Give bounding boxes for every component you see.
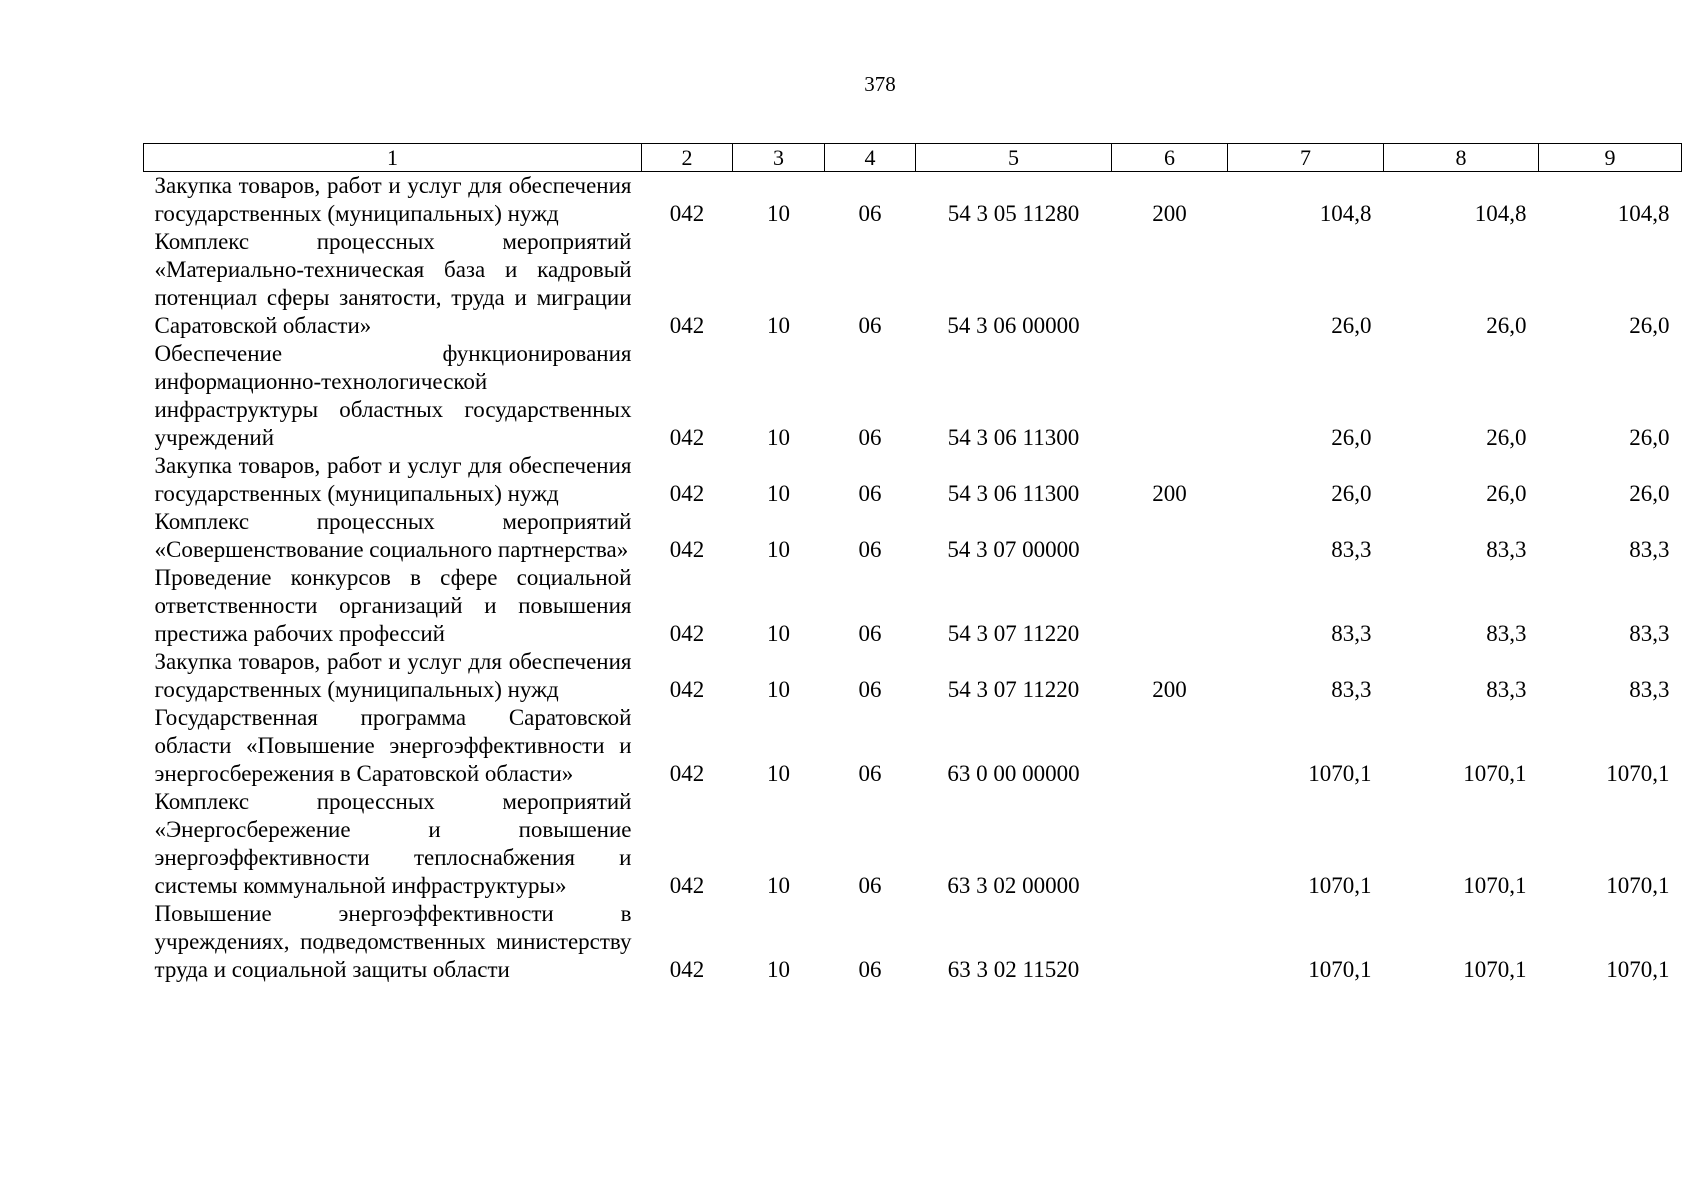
cell-ministry-code: 042 xyxy=(669,677,705,702)
column-header: 7 xyxy=(1228,144,1384,172)
column-header: 8 xyxy=(1384,144,1539,172)
cell-target-article: 63 3 02 00000 xyxy=(947,873,1080,898)
cell-subsection: 06 xyxy=(858,873,882,898)
table-header-row xyxy=(144,144,1682,172)
cell-amount-col9: 26,0 xyxy=(1629,481,1670,506)
cell-subsection: 06 xyxy=(858,313,882,338)
cell-target-article: 63 3 02 11520 xyxy=(947,957,1080,982)
cell-expense-type: 200 xyxy=(1152,201,1187,226)
cell-subsection: 06 xyxy=(858,201,882,226)
cell-section: 10 xyxy=(767,201,790,226)
page-number: 378 xyxy=(864,72,896,96)
cell-section: 10 xyxy=(767,481,790,506)
cell-ministry-code: 042 xyxy=(669,481,705,506)
cell-section: 10 xyxy=(767,425,790,450)
column-header: 1 xyxy=(144,144,642,172)
table-row xyxy=(144,564,1682,648)
cell-section: 10 xyxy=(767,957,790,982)
row-description: Закупка товаров, работ и услуг для обеспечения государственных (муниципальных) нужд xyxy=(154,453,632,506)
cell-amount-col9: 83,3 xyxy=(1629,621,1670,646)
cell-subsection: 06 xyxy=(858,677,882,702)
cell-expense-type xyxy=(1112,228,1228,340)
cell-ministry-code: 042 xyxy=(669,761,705,786)
cell-amount-col9: 1070,1 xyxy=(1606,761,1670,786)
cell-subsection: 06 xyxy=(858,537,882,562)
cell-section: 10 xyxy=(767,313,790,338)
cell-amount-col8: 1070,1 xyxy=(1463,761,1527,786)
table-row xyxy=(144,452,1682,508)
row-description: Закупка товаров, работ и услуг для обеспечения государственных (муниципальных) нужд xyxy=(154,649,632,702)
cell-amount-col7: 83,3 xyxy=(1331,677,1372,702)
cell-ministry-code: 042 xyxy=(669,425,705,450)
row-description: Комплекс процессных мероприятий «Совершенствование социального партнерства» xyxy=(154,509,632,562)
row-description: Комплекс процессных мероприятий «Энергосбережение и повышение энергоэффективности теплоснабжения и системы коммунальной инфраструктуры» xyxy=(154,789,632,898)
cell-ministry-code: 042 xyxy=(669,313,705,338)
cell-amount-col8: 104,8 xyxy=(1474,201,1527,226)
row-description: Повышение энергоэффективности в учреждениях, подведомственных министерству труда и социальной защиты области xyxy=(154,901,632,982)
column-header: 4 xyxy=(825,144,916,172)
cell-expense-type: 200 xyxy=(1152,677,1187,702)
cell-amount-col8: 26,0 xyxy=(1486,313,1527,338)
column-header: 9 xyxy=(1539,144,1682,172)
cell-ministry-code: 042 xyxy=(669,201,705,226)
cell-section: 10 xyxy=(767,873,790,898)
cell-subsection: 06 xyxy=(858,481,882,506)
cell-expense-type xyxy=(1112,788,1228,900)
cell-expense-type xyxy=(1112,704,1228,788)
cell-amount-col7: 83,3 xyxy=(1331,621,1372,646)
cell-target-article: 54 3 07 11220 xyxy=(947,677,1080,702)
cell-expense-type xyxy=(1112,340,1228,452)
table-row xyxy=(144,340,1682,452)
cell-expense-type: 200 xyxy=(1152,481,1187,506)
table-row xyxy=(144,648,1682,704)
cell-amount-col7: 26,0 xyxy=(1331,481,1372,506)
cell-section: 10 xyxy=(767,677,790,702)
column-header: 5 xyxy=(916,144,1112,172)
cell-amount-col7: 26,0 xyxy=(1331,313,1372,338)
cell-target-article: 54 3 05 11280 xyxy=(947,201,1080,226)
cell-amount-col7: 1070,1 xyxy=(1308,761,1372,786)
row-description: Обеспечение функционирования информационно-технологической инфраструктуры областных государственных учреждений xyxy=(154,341,632,450)
cell-target-article: 63 0 00 00000 xyxy=(947,761,1080,786)
cell-amount-col9: 26,0 xyxy=(1629,313,1670,338)
column-header: 6 xyxy=(1112,144,1228,172)
cell-ministry-code: 042 xyxy=(669,537,705,562)
table-row xyxy=(144,508,1682,564)
row-description: Комплекс процессных мероприятий «Материально-техническая база и кадровый потенциал сферы занятости, труда и миграции Саратовской области» xyxy=(154,229,632,338)
cell-ministry-code: 042 xyxy=(669,957,705,982)
cell-amount-col8: 26,0 xyxy=(1486,425,1527,450)
cell-ministry-code: 042 xyxy=(669,873,705,898)
cell-amount-col9: 26,0 xyxy=(1629,425,1670,450)
cell-amount-col9: 83,3 xyxy=(1629,537,1670,562)
table-row xyxy=(144,172,1682,229)
cell-amount-col7: 83,3 xyxy=(1331,537,1372,562)
cell-expense-type xyxy=(1112,508,1228,564)
table-row xyxy=(144,228,1682,340)
table-row xyxy=(144,704,1682,788)
cell-target-article: 54 3 06 11300 xyxy=(947,425,1080,450)
cell-amount-col7: 1070,1 xyxy=(1308,957,1372,982)
cell-ministry-code: 042 xyxy=(669,621,705,646)
row-description: Проведение конкурсов в сфере социальной ответственности организаций и повышения престижа рабочих профессий xyxy=(154,565,632,646)
cell-amount-col8: 1070,1 xyxy=(1463,873,1527,898)
table-row xyxy=(144,900,1682,984)
cell-target-article: 54 3 07 00000 xyxy=(947,537,1080,562)
column-header: 3 xyxy=(733,144,825,172)
cell-subsection: 06 xyxy=(858,621,882,646)
cell-subsection: 06 xyxy=(858,957,882,982)
cell-amount-col9: 1070,1 xyxy=(1606,873,1670,898)
cell-subsection: 06 xyxy=(858,425,882,450)
cell-target-article: 54 3 06 00000 xyxy=(947,313,1080,338)
cell-amount-col8: 26,0 xyxy=(1486,481,1527,506)
cell-amount-col7: 104,8 xyxy=(1319,201,1372,226)
cell-section: 10 xyxy=(767,761,790,786)
cell-section: 10 xyxy=(767,621,790,646)
cell-amount-col8: 83,3 xyxy=(1486,537,1527,562)
cell-subsection: 06 xyxy=(858,761,882,786)
cell-section: 10 xyxy=(767,537,790,562)
cell-amount-col8: 83,3 xyxy=(1486,677,1527,702)
cell-amount-col7: 26,0 xyxy=(1331,425,1372,450)
row-description: Государственная программа Саратовской области «Повышение энергоэффективности и энергосбережения в Саратовской области» xyxy=(154,705,632,786)
cell-target-article: 54 3 06 11300 xyxy=(947,481,1080,506)
cell-expense-type xyxy=(1112,900,1228,984)
cell-target-article: 54 3 07 11220 xyxy=(947,621,1080,646)
cell-amount-col9: 104,8 xyxy=(1617,201,1670,226)
cell-amount-col8: 1070,1 xyxy=(1463,957,1527,982)
column-header: 2 xyxy=(642,144,733,172)
cell-expense-type xyxy=(1112,564,1228,648)
table-row xyxy=(144,788,1682,900)
cell-amount-col8: 83,3 xyxy=(1486,621,1527,646)
budget-table xyxy=(143,143,1682,984)
cell-amount-col9: 83,3 xyxy=(1629,677,1670,702)
cell-amount-col7: 1070,1 xyxy=(1308,873,1372,898)
cell-amount-col9: 1070,1 xyxy=(1606,957,1670,982)
row-description: Закупка товаров, работ и услуг для обеспечения государственных (муниципальных) нужд xyxy=(154,173,632,226)
budget-table-container xyxy=(143,143,1681,984)
